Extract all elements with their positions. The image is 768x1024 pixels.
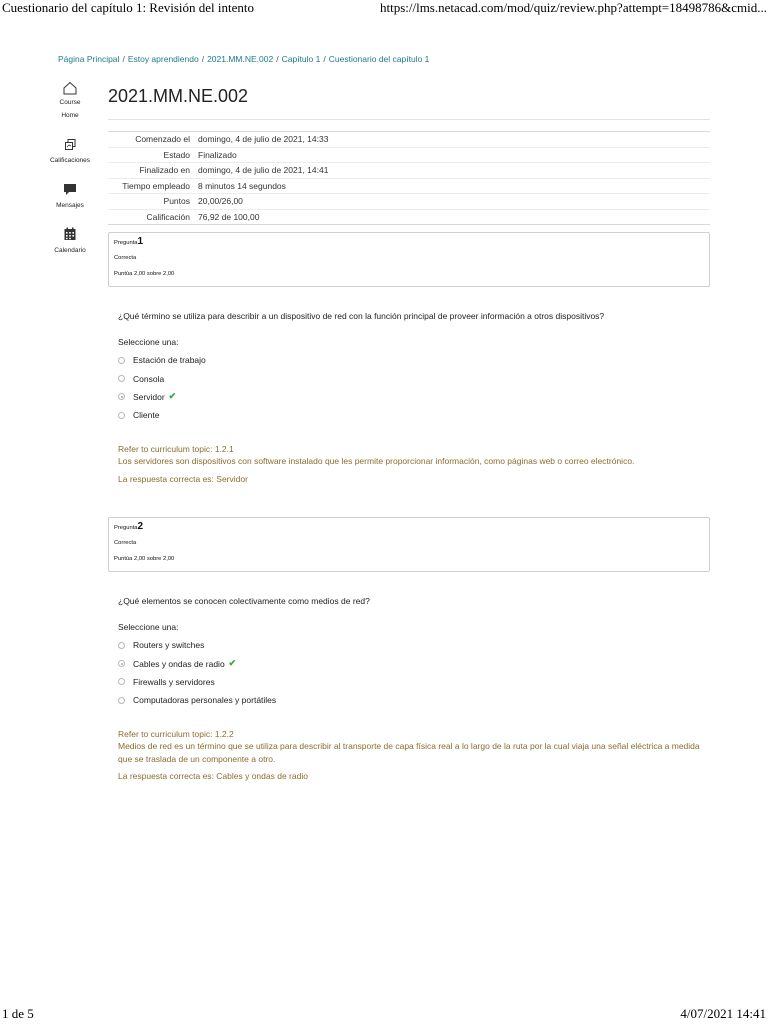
breadcrumb-separator: / [323,54,326,64]
left-nav [48,80,92,271]
summary-key: Comenzado el [108,132,194,148]
answer-option-selected[interactable] [118,654,708,672]
question-number-line [114,236,704,249]
radio-button[interactable] [118,642,125,649]
nav-calendar-label: Calendario [54,247,86,254]
print-datetime: 4/07/2021 14:41 [680,1006,766,1021]
summary-row-finished [108,163,710,179]
breadcrumb [58,54,429,64]
answer-label: Consola [133,373,165,384]
question-number: 1 [137,236,144,247]
answer-label: Estación de trabajo [133,355,206,366]
summary-value: domingo, 4 de julio de 2021, 14:33 [194,132,710,148]
answer-label: Servidor [133,391,165,402]
breadcrumb-separator: / [201,54,205,64]
print-page-url: https://lms.netacad.com/mod/quiz/review.php?attempt=18498786&cmid... [379,0,767,15]
answer-option[interactable] [118,369,708,387]
calendar-icon [62,226,78,242]
answer-prompt: Seleccione una: [118,622,179,632]
feedback-text: Medios de red es un término que se utiliza para describir al transporte de capa física real a lo largo de la ruta por la cual viaja una señal eléctrica a medida que se traslada de un componente a otro. [118,741,700,764]
question-grade: Puntúa 2,00 sobre 2,00 [114,556,175,562]
breadcrumb-separator: / [276,54,279,64]
home-icon [62,80,78,96]
nav-calendar[interactable] [48,226,92,257]
breadcrumb-link-home[interactable]: Página Principal [58,54,120,64]
nav-course-home[interactable] [48,80,92,122]
title-divider [108,119,710,120]
question-info-box [108,517,710,572]
answer-label: Computadoras personales y portátiles [133,695,277,706]
breadcrumb-link-learning[interactable]: Estoy aprendiendo [127,54,199,64]
question-number-line [114,521,704,534]
print-footer [0,1004,768,1024]
breadcrumb-link-course[interactable]: 2021.MM.NE.002 [207,54,274,64]
breadcrumb-link-quiz[interactable]: Cuestionario del capítulo 1 [328,54,430,64]
radio-button[interactable] [118,412,125,419]
summary-value: Finalizado [194,147,710,163]
question-content [118,311,708,485]
correct-check-icon: ✔ [168,391,177,402]
summary-key: Estado [108,147,194,163]
grades-icon [62,136,78,152]
summary-value: domingo, 4 de julio de 2021, 14:41 [194,163,710,179]
breadcrumb-separator: / [122,54,125,64]
radio-button[interactable] [118,697,125,704]
question-info-box [108,232,710,287]
nav-grades[interactable] [48,136,92,167]
radio-button[interactable] [118,357,125,364]
question-feedback [118,443,708,486]
correct-answer-text: La respuesta correcta es: Servidor [118,473,248,484]
answer-option[interactable] [118,351,708,369]
radio-button[interactable] [118,375,125,382]
question-grade: Puntúa 2,00 sobre 2,00 [114,271,175,277]
answer-option[interactable] [118,691,708,709]
radio-button-checked[interactable] [118,660,125,667]
correct-answer-text: La respuesta correcta es: Cables y ondas de radio [118,771,308,782]
question-state: Correcta [114,540,137,546]
print-header [0,0,768,18]
question-content [118,596,708,783]
summary-row-time-taken [108,178,710,194]
question-number: 2 [137,521,144,532]
print-page-number: 1 de 5 [2,1006,34,1021]
curriculum-topic: Refer to curriculum topic: 1.2.2 [118,728,234,739]
summary-key: Puntos [108,194,194,210]
correct-check-icon: ✔ [228,658,237,669]
answer-label: Cables y ondas de radio [133,658,225,669]
question-state: Correcta [114,255,137,261]
radio-button[interactable] [118,678,125,685]
answer-prompt: Seleccione una: [118,337,179,347]
breadcrumb-link-chapter[interactable]: Capítulo 1 [281,54,321,64]
question-text: ¿Qué elementos se conocen colectivamente como medios de red? [118,596,370,606]
summary-row-started [108,132,710,148]
answer-option[interactable] [118,636,708,654]
nav-course-home-label: Course Home [59,99,81,119]
answer-option[interactable] [118,406,708,424]
nav-grades-label: Calificaciones [49,157,91,164]
radio-button-checked[interactable] [118,393,125,400]
nav-messages-label: Mensajes [56,202,84,209]
summary-row-points [108,194,710,210]
question-text: ¿Qué término se utiliza para describir a un dispositivo de red con la función principal de proveer información a otros dispositivos? [118,311,605,321]
print-page-title: Cuestionario del capítulo 1: Revisión del intento [2,0,255,15]
curriculum-topic: Refer to curriculum topic: 1.2.1 [118,443,234,454]
answer-label: Routers y switches [133,640,205,651]
message-icon [62,181,78,197]
feedback-text: Los servidores son dispositivos con software instalado que les permite proporcionar información, como páginas web o correo electrónico. [118,456,635,467]
answer-label: Cliente [133,410,160,421]
question-feedback [118,728,708,783]
summary-key: Calificación [108,209,194,225]
summary-row-grade [108,209,710,225]
summary-value: 76,92 de 100,00 [194,209,710,225]
answer-label: Firewalls y servidores [133,676,215,687]
answer-option[interactable] [118,673,708,691]
answer-option-selected[interactable] [118,388,708,406]
question-label: Pregunta [114,240,138,246]
summary-row-state [108,147,710,163]
question-label: Pregunta [114,525,138,531]
attempt-summary-table [108,131,710,225]
summary-value: 20,00/26,00 [194,194,710,210]
summary-key: Finalizado en [108,163,194,179]
page-title: 2021.MM.NE.002 [108,86,249,106]
summary-value: 8 minutos 14 segundos [194,178,710,194]
summary-key: Tiempo empleado [108,178,194,194]
nav-messages[interactable] [48,181,92,212]
